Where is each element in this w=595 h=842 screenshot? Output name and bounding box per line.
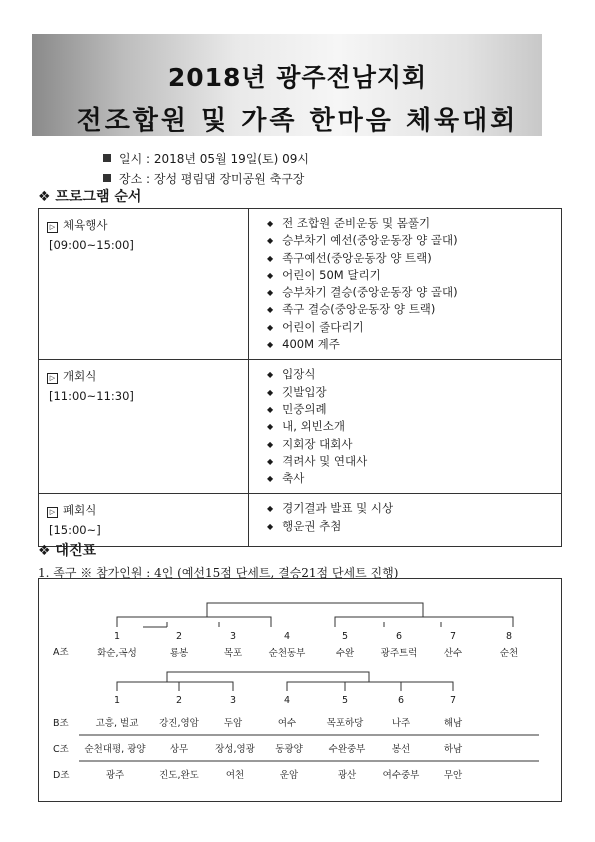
team-name: 무안 bbox=[443, 770, 463, 781]
bracket-box bbox=[38, 578, 562, 802]
team-name: 두암 bbox=[223, 718, 243, 729]
program-row bbox=[39, 360, 562, 494]
program-items bbox=[249, 360, 562, 494]
team-name: 장성,영광 bbox=[215, 744, 255, 755]
team-name: 순천 bbox=[499, 648, 519, 659]
team-name: 고흥, 벌교 bbox=[95, 718, 139, 729]
team-name: 화순,곡성 bbox=[97, 648, 137, 659]
team-name: 광주 bbox=[105, 770, 125, 781]
list-item: ◆ 승부차기 결승(중앙운동장 양 골대) bbox=[267, 285, 458, 300]
team-name: 목포하당 bbox=[326, 718, 364, 729]
event-place: 장소 : 장성 평림댐 장미공원 축구장 bbox=[103, 170, 304, 187]
group-label-d: D조 bbox=[53, 770, 70, 781]
list-item: ◆ 축사 bbox=[267, 471, 305, 486]
bracket-line bbox=[335, 617, 513, 627]
team-name: 광산 bbox=[337, 770, 357, 781]
list-item: ◆ 민중의례 bbox=[267, 401, 327, 416]
list-item: ◆ 격려사 및 연대사 bbox=[267, 453, 368, 468]
team-name: 수완중부 bbox=[328, 744, 366, 755]
page-title: 2018년 광주전남지회 bbox=[167, 63, 428, 92]
checkbox-icon: ▷ bbox=[47, 507, 58, 518]
program-session: ▷ 개회식 [11:00~11:30] bbox=[39, 360, 249, 494]
checkbox-icon: ▷ bbox=[47, 373, 58, 384]
program-items bbox=[249, 209, 562, 360]
team-name: 강진,영암 bbox=[159, 718, 199, 729]
program-session: ▷ 폐회식 [15:00~] bbox=[39, 494, 249, 547]
list-item: ◆ 어린이 줄다리기 bbox=[267, 319, 364, 334]
seed-number: 4 bbox=[283, 695, 291, 706]
list-item: ◆ 행운권 추첨 bbox=[267, 518, 342, 533]
team-name: 광주트럭 bbox=[380, 648, 418, 659]
group-label-a: A조 bbox=[53, 647, 69, 658]
seed-number: 1 bbox=[113, 695, 121, 706]
seed-number: 7 bbox=[449, 631, 457, 642]
list-item: ◆ 어린이 50M 달리기 bbox=[267, 267, 381, 282]
team-name: 하남 bbox=[443, 744, 463, 755]
checkbox-icon: ▷ bbox=[47, 222, 58, 233]
program-row bbox=[39, 494, 562, 547]
team-name: 해남 bbox=[443, 718, 463, 729]
team-name: 동광양 bbox=[275, 744, 303, 755]
team-name: 순천동부 bbox=[268, 648, 306, 659]
team-name: 상무 bbox=[169, 744, 189, 755]
team-name: 룡봉 bbox=[169, 648, 189, 659]
team-name: 산수 bbox=[443, 648, 463, 659]
bracket-line bbox=[207, 603, 423, 617]
seed-number: 3 bbox=[229, 631, 237, 642]
program-session: ▷ 체육행사 [09:00~15:00] bbox=[39, 209, 249, 360]
list-item: ◆ 경기결과 발표 및 시상 bbox=[267, 501, 394, 516]
group-label-c: C조 bbox=[53, 744, 69, 755]
bracket-line bbox=[117, 682, 233, 691]
event-date: 일시 : 2018년 05월 19일(토) 09시 bbox=[103, 150, 309, 167]
team-name: 순천대평, 광양 bbox=[84, 744, 146, 755]
list-item: ◆ 지회장 대회사 bbox=[267, 436, 353, 451]
team-name: 목포 bbox=[223, 648, 243, 659]
seed-number: 2 bbox=[175, 695, 183, 706]
team-name: 여천 bbox=[225, 770, 245, 781]
football-title: 1. 족구 ※ 참가인원 : 4인 (예선15점 단세트, 결승21점 단세트 진행) bbox=[38, 566, 399, 580]
seed-number: 8 bbox=[505, 631, 513, 642]
bracket-line bbox=[117, 617, 271, 627]
seed-number: 7 bbox=[449, 695, 457, 706]
bracket-line bbox=[167, 672, 369, 682]
list-item: ◆ 승부차기 예선(중앙운동장 양 골대) bbox=[267, 233, 458, 248]
seed-number: 3 bbox=[229, 695, 237, 706]
list-item: ◆ 깃발입장 bbox=[267, 384, 327, 399]
list-item: ◆ 족구 결승(중앙운동장 양 트랙) bbox=[267, 302, 436, 317]
program-table bbox=[38, 208, 562, 547]
seed-number: 5 bbox=[341, 695, 349, 706]
group-label-b: B조 bbox=[53, 718, 69, 729]
team-name: 진도,완도 bbox=[159, 770, 199, 781]
team-name: 여수중부 bbox=[382, 770, 420, 781]
program-items bbox=[249, 494, 562, 547]
seed-number: 4 bbox=[283, 631, 291, 642]
team-name: 운암 bbox=[279, 770, 299, 781]
square-bullet-icon bbox=[103, 174, 111, 182]
bracket-heading: ❖ 대진표 bbox=[38, 543, 96, 559]
seed-number: 5 bbox=[341, 631, 349, 642]
team-name: 여수 bbox=[277, 718, 297, 729]
seed-number: 2 bbox=[175, 631, 183, 642]
team-name: 나주 bbox=[391, 718, 411, 729]
seed-number: 6 bbox=[397, 695, 405, 706]
list-item: ◆ 전 조합원 준비운동 및 몸풀기 bbox=[267, 216, 431, 230]
team-name: 봉선 bbox=[391, 744, 411, 755]
team-name: 수완 bbox=[335, 648, 355, 659]
list-item: ◆ 입장식 bbox=[267, 367, 316, 382]
bracket-line bbox=[287, 682, 453, 691]
list-item: ◆ 내, 외빈소개 bbox=[267, 419, 346, 434]
list-item: ◆ 400M 계주 bbox=[267, 337, 340, 352]
program-heading: ❖ 프로그램 순서 bbox=[38, 189, 142, 205]
seed-number: 6 bbox=[395, 631, 403, 642]
page-subtitle: 전조합원 및 가족 한마음 체육대회 bbox=[76, 106, 519, 136]
list-item: ◆ 족구예선(중앙운동장 양 트랙) bbox=[267, 250, 432, 265]
square-bullet-icon bbox=[103, 154, 111, 162]
program-row bbox=[39, 209, 562, 360]
seed-number: 1 bbox=[113, 631, 121, 642]
